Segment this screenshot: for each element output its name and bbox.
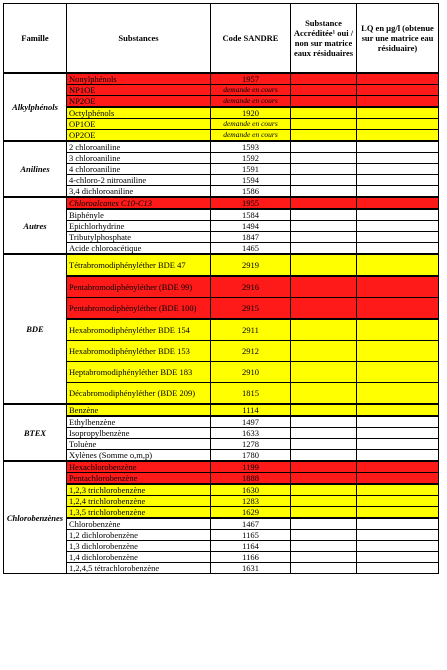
header-substances: Substances	[67, 4, 211, 74]
table-row	[4, 541, 439, 552]
accreditee-cell	[291, 563, 357, 574]
code-sandre-cell: 1467	[211, 518, 291, 530]
accreditee-cell	[291, 416, 357, 428]
lq-cell	[357, 119, 439, 130]
accreditee-cell	[291, 243, 357, 255]
substance-cell: NP2OE	[67, 96, 211, 108]
lq-cell	[357, 428, 439, 439]
substance-cell: 2 chloroaniline	[67, 141, 211, 153]
accreditee-cell	[291, 541, 357, 552]
table-row	[4, 276, 439, 298]
lq-cell	[357, 319, 439, 341]
table-row	[4, 141, 439, 153]
accreditee-cell	[291, 221, 357, 232]
table-row	[4, 496, 439, 507]
accreditee-cell	[291, 404, 357, 416]
substance-cell: Biphényle	[67, 209, 211, 221]
table-row	[4, 552, 439, 563]
lq-cell	[357, 461, 439, 473]
lq-cell	[357, 563, 439, 574]
accreditee-cell	[291, 473, 357, 485]
accreditee-cell	[291, 197, 357, 209]
substance-cell: Isopropylbenzène	[67, 428, 211, 439]
substance-cell: Pentabromodiphényléther (BDE 99)	[67, 276, 211, 298]
table-row	[4, 130, 439, 142]
accreditee-cell	[291, 383, 357, 405]
code-sandre-cell: 1592	[211, 153, 291, 164]
substance-cell: 1,2,3 trichlorobenzène	[67, 484, 211, 496]
lq-cell	[357, 243, 439, 255]
accreditee-cell	[291, 450, 357, 462]
lq-cell	[357, 164, 439, 175]
substance-cell: OP2OE	[67, 130, 211, 142]
accreditee-cell	[291, 439, 357, 450]
code-sandre-cell: 1594	[211, 175, 291, 186]
lq-cell	[357, 473, 439, 485]
code-sandre-cell: 2915	[211, 298, 291, 320]
substance-cell: Heptabromodiphényléther BDE 183	[67, 362, 211, 383]
substance-cell: Hexabromodiphényléther BDE 153	[67, 341, 211, 362]
header-lq: LQ en µg/l (obtenue sur une matrice eau résiduaire)	[357, 4, 439, 74]
code-sandre-cell: 1164	[211, 541, 291, 552]
table-row	[4, 298, 439, 320]
substance-cell: Ethylbenzène	[67, 416, 211, 428]
substance-cell: 1,3 dichlorobenzène	[67, 541, 211, 552]
substance-cell: Toluène	[67, 439, 211, 450]
accreditee-cell	[291, 518, 357, 530]
table-header-row	[4, 4, 439, 74]
lq-cell	[357, 416, 439, 428]
substance-cell: 1,2,4,5 tétrachlorobenzène	[67, 563, 211, 574]
code-sandre-cell: 1631	[211, 563, 291, 574]
code-sandre-cell: demande en cours	[211, 119, 291, 130]
accreditee-cell	[291, 130, 357, 142]
lq-cell	[357, 209, 439, 221]
lq-cell	[357, 73, 439, 85]
code-sandre-cell: 1888	[211, 473, 291, 485]
code-sandre-cell: 1465	[211, 243, 291, 255]
lq-cell	[357, 496, 439, 507]
substance-cell: Hexabromodiphényléther BDE 154	[67, 319, 211, 341]
code-sandre-cell: 1165	[211, 530, 291, 541]
accreditee-cell	[291, 232, 357, 243]
accreditee-cell	[291, 175, 357, 186]
accreditee-cell	[291, 319, 357, 341]
substance-cell: 1,2,4 trichlorobenzène	[67, 496, 211, 507]
table-row	[4, 428, 439, 439]
code-sandre-cell: 1584	[211, 209, 291, 221]
table-row	[4, 473, 439, 485]
header-accreditee: Substance Accréditée¹ oui / non sur matrice eaux résiduaires	[291, 4, 357, 74]
lq-cell	[357, 254, 439, 276]
lq-cell	[357, 232, 439, 243]
code-sandre-cell: 1957	[211, 73, 291, 85]
code-sandre-cell: demande en cours	[211, 85, 291, 96]
lq-cell	[357, 530, 439, 541]
lq-cell	[357, 383, 439, 405]
table-row	[4, 518, 439, 530]
table-row	[4, 254, 439, 276]
substance-cell: 4-chloro-2 nitroaniline	[67, 175, 211, 186]
substance-cell: Acide chloroacétique	[67, 243, 211, 255]
table-body	[4, 73, 439, 574]
substance-cell: Epichlorhydrine	[67, 221, 211, 232]
accreditee-cell	[291, 276, 357, 298]
code-sandre-cell: demande en cours	[211, 96, 291, 108]
header-code-sandre: Code SANDRE	[211, 4, 291, 74]
substance-cell: Xylènes (Somme o,m,p)	[67, 450, 211, 462]
table-row	[4, 107, 439, 119]
table-row	[4, 85, 439, 96]
table-row	[4, 319, 439, 341]
table-row	[4, 563, 439, 574]
family-cell: BTEX	[4, 404, 67, 461]
code-sandre-cell: 2911	[211, 319, 291, 341]
code-sandre-cell: 1847	[211, 232, 291, 243]
lq-cell	[357, 186, 439, 198]
table-row	[4, 341, 439, 362]
lq-cell	[357, 197, 439, 209]
table-row	[4, 439, 439, 450]
substance-cell: Chlorobenzène	[67, 518, 211, 530]
table-row	[4, 164, 439, 175]
lq-cell	[357, 141, 439, 153]
table-row	[4, 450, 439, 462]
substance-cell: 3,4 dichloroaniline	[67, 186, 211, 198]
substance-cell: Benzène	[67, 404, 211, 416]
table-row	[4, 96, 439, 108]
table-row	[4, 362, 439, 383]
code-sandre-cell: 1199	[211, 461, 291, 473]
lq-cell	[357, 107, 439, 119]
code-sandre-cell: 1593	[211, 141, 291, 153]
code-sandre-cell: 1955	[211, 197, 291, 209]
code-sandre-cell: 1591	[211, 164, 291, 175]
lq-cell	[357, 439, 439, 450]
family-cell: BDE	[4, 254, 67, 404]
lq-cell	[357, 276, 439, 298]
accreditee-cell	[291, 153, 357, 164]
code-sandre-cell: 2912	[211, 341, 291, 362]
substance-cell: Tributylphosphate	[67, 232, 211, 243]
accreditee-cell	[291, 73, 357, 85]
lq-cell	[357, 96, 439, 108]
lq-cell	[357, 175, 439, 186]
lq-cell	[357, 484, 439, 496]
code-sandre-cell: 1586	[211, 186, 291, 198]
lq-cell	[357, 341, 439, 362]
lq-cell	[357, 507, 439, 519]
code-sandre-cell: 1278	[211, 439, 291, 450]
substance-cell: NP1OE	[67, 85, 211, 96]
substance-cell: 3 chloroaniline	[67, 153, 211, 164]
accreditee-cell	[291, 209, 357, 221]
code-sandre-cell: 1920	[211, 107, 291, 119]
accreditee-cell	[291, 298, 357, 320]
code-sandre-cell: 1633	[211, 428, 291, 439]
substance-cell: Nonylphénols	[67, 73, 211, 85]
accreditee-cell	[291, 254, 357, 276]
lq-cell	[357, 221, 439, 232]
substance-cell: 1,3,5 trichlorobenzène	[67, 507, 211, 519]
accreditee-cell	[291, 461, 357, 473]
substance-cell: Pentachlorobenzène	[67, 473, 211, 485]
family-cell: Chlorobenzènes	[4, 461, 67, 574]
lq-cell	[357, 298, 439, 320]
code-sandre-cell: 2910	[211, 362, 291, 383]
table-row	[4, 530, 439, 541]
accreditee-cell	[291, 496, 357, 507]
code-sandre-cell: 1283	[211, 496, 291, 507]
table-row	[4, 404, 439, 416]
accreditee-cell	[291, 530, 357, 541]
accreditee-cell	[291, 141, 357, 153]
lq-cell	[357, 85, 439, 96]
table-row	[4, 243, 439, 255]
table-row	[4, 119, 439, 130]
accreditee-cell	[291, 341, 357, 362]
substance-cell: Tétrabromodiphényléther BDE 47	[67, 254, 211, 276]
lq-cell	[357, 130, 439, 142]
code-sandre-cell: 1630	[211, 484, 291, 496]
table-row	[4, 232, 439, 243]
lq-cell	[357, 404, 439, 416]
table-row	[4, 383, 439, 405]
code-sandre-cell: 1114	[211, 404, 291, 416]
accreditee-cell	[291, 186, 357, 198]
table-row	[4, 186, 439, 198]
accreditee-cell	[291, 119, 357, 130]
lq-cell	[357, 518, 439, 530]
substances-table-container	[3, 3, 438, 574]
accreditee-cell	[291, 484, 357, 496]
table-row	[4, 73, 439, 85]
substance-cell: 1,2 dichlorobenzène	[67, 530, 211, 541]
table-row	[4, 461, 439, 473]
family-cell: Anilines	[4, 141, 67, 197]
substance-cell: Hexachlorobenzène	[67, 461, 211, 473]
substance-cell: 4 chloroaniline	[67, 164, 211, 175]
header-famille: Famille	[4, 4, 67, 74]
code-sandre-cell: 2919	[211, 254, 291, 276]
substance-cell: 1,4 dichlorobenzène	[67, 552, 211, 563]
table-row	[4, 197, 439, 209]
table-row	[4, 175, 439, 186]
lq-cell	[357, 541, 439, 552]
substance-cell: Chloroalcanes C10-C13	[67, 197, 211, 209]
code-sandre-cell: 1494	[211, 221, 291, 232]
table-row	[4, 221, 439, 232]
code-sandre-cell: 1166	[211, 552, 291, 563]
accreditee-cell	[291, 96, 357, 108]
family-cell: Alkylphénols	[4, 73, 67, 141]
substance-cell: Décabromodiphényléther (BDE 209)	[67, 383, 211, 405]
accreditee-cell	[291, 107, 357, 119]
accreditee-cell	[291, 428, 357, 439]
code-sandre-cell: demande en cours	[211, 130, 291, 142]
substance-cell: OP1OE	[67, 119, 211, 130]
table-row	[4, 416, 439, 428]
table-row	[4, 484, 439, 496]
accreditee-cell	[291, 552, 357, 563]
code-sandre-cell: 1497	[211, 416, 291, 428]
table-row	[4, 153, 439, 164]
substances-table	[3, 3, 439, 574]
lq-cell	[357, 552, 439, 563]
code-sandre-cell: 1815	[211, 383, 291, 405]
lq-cell	[357, 450, 439, 462]
family-cell: Autres	[4, 197, 67, 254]
substance-cell: Octylphénols	[67, 107, 211, 119]
accreditee-cell	[291, 507, 357, 519]
code-sandre-cell: 1629	[211, 507, 291, 519]
accreditee-cell	[291, 164, 357, 175]
code-sandre-cell: 1780	[211, 450, 291, 462]
code-sandre-cell: 2916	[211, 276, 291, 298]
lq-cell	[357, 362, 439, 383]
table-row	[4, 507, 439, 519]
lq-cell	[357, 153, 439, 164]
accreditee-cell	[291, 85, 357, 96]
table-row	[4, 209, 439, 221]
accreditee-cell	[291, 362, 357, 383]
substance-cell: Pentabromodiphényléther (BDE 100)	[67, 298, 211, 320]
